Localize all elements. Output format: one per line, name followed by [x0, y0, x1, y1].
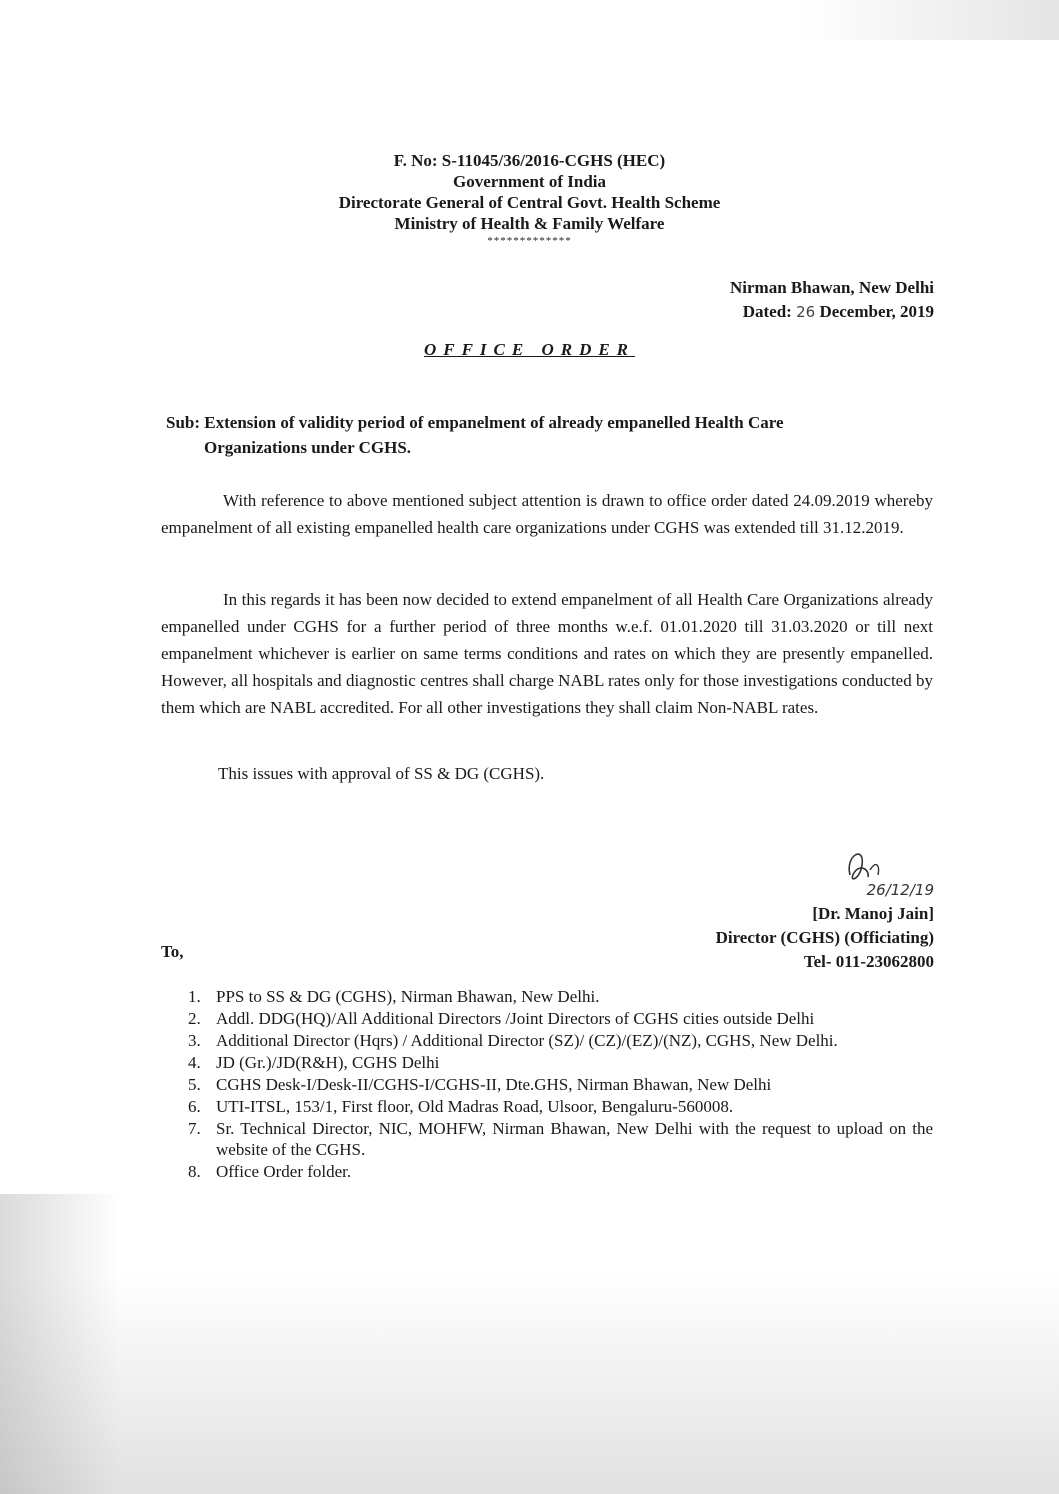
signatory-telephone: Tel- 011-23062800 — [803, 952, 934, 971]
list-item: 3. Additional Director (Hqrs) / Additional Director (SZ)/ (CZ)/(EZ)/(NZ), CGHS, New Delhi. — [188, 1031, 838, 1050]
directorate-line: Directorate General of Central Govt. Health Scheme — [338, 193, 721, 212]
place-and-date — [730, 276, 934, 324]
list-item: 5. CGHS Desk-I/Desk-II/CGHS-I/CGHS-II, Dte.GHS, Nirman Bhawan, New Delhi — [188, 1075, 772, 1094]
subject-line-1: Sub: Extension of validity period of empanelment of already empanelled Health Care — [166, 413, 784, 432]
scan-shadow-left — [0, 1194, 120, 1494]
to-label: To, — [161, 942, 184, 961]
paragraph-3: This issues with approval of SS & DG (CGHS). — [218, 764, 545, 783]
date-day: 26 — [796, 303, 816, 321]
date-label: Dated: — [742, 302, 792, 321]
recipient-list — [188, 986, 933, 1183]
list-item: 6. UTI-ITSL, 153/1, First floor, Old Madras Road, Ulsoor, Bengaluru-560008. — [188, 1097, 734, 1116]
header-stars: ************* — [487, 235, 572, 247]
list-item: 4. JD (Gr.)/JD(R&H), CGHS Delhi — [188, 1053, 440, 1072]
scan-shadow-top — [799, 0, 1059, 40]
date-month-year: December, 2019 — [819, 302, 934, 321]
signature-date: 26/12/19 — [866, 881, 934, 899]
paragraph-2-text: In this regards it has been now decided to extend empanelment of all Health Care Organizations already empanelled under CGHS for a further period of three months w.e.f. 01.01.2020 till 31.03.2020 or till next empanelment whichever is earlier on same terms conditions and rates on which they are presently empanelled. However, all hospitals and diagnostic centres shall charge NABL rates only for those investigations conducted by them which are NABL accredited. For all other investigations they shall claim Non-NABL rates. — [161, 590, 933, 717]
government-line: Government of India — [453, 172, 606, 191]
office-order-title: OFFICE ORDER — [423, 340, 636, 359]
list-item: 1. PPS to SS & DG (CGHS), Nirman Bhawan, New Delhi. — [188, 987, 600, 1006]
subject — [166, 410, 926, 460]
file-number: F. No: S-11045/36/2016-CGHS (HEC) — [393, 151, 666, 170]
paragraph-1-text: With reference to above mentioned subject attention is drawn to office order dated 24.09.2019 whereby empanelment of all existing empanelled health care organizations under CGHS was extended till 31.12.2019. — [161, 491, 933, 537]
signatory-name: [Dr. Manoj Jain] — [812, 904, 934, 923]
place: Nirman Bhawan, New Delhi — [729, 278, 934, 297]
ministry-line: Ministry of Health & Family Welfare — [394, 214, 665, 233]
list-item: 2. Addl. DDG(HQ)/All Additional Directors /Joint Directors of CGHS cities outside Delhi — [188, 1009, 815, 1028]
subject-line-2: Organizations under CGHS. — [204, 438, 412, 457]
signatory-designation: Director (CGHS) (Officiating) — [715, 928, 934, 947]
signature-block — [716, 878, 934, 974]
scan-shadow-bottom — [0, 1234, 1059, 1494]
document-header — [0, 150, 1059, 248]
paragraph-1 — [161, 487, 933, 541]
paragraph-2 — [161, 586, 933, 721]
list-item: 8. Office Order folder. — [188, 1162, 352, 1181]
date-line — [730, 300, 934, 324]
list-item: 7. Sr. Technical Director, NIC, MOHFW, Nirman Bhawan, New Delhi with the request to upload on the website of the CGHS. — [188, 1119, 933, 1159]
